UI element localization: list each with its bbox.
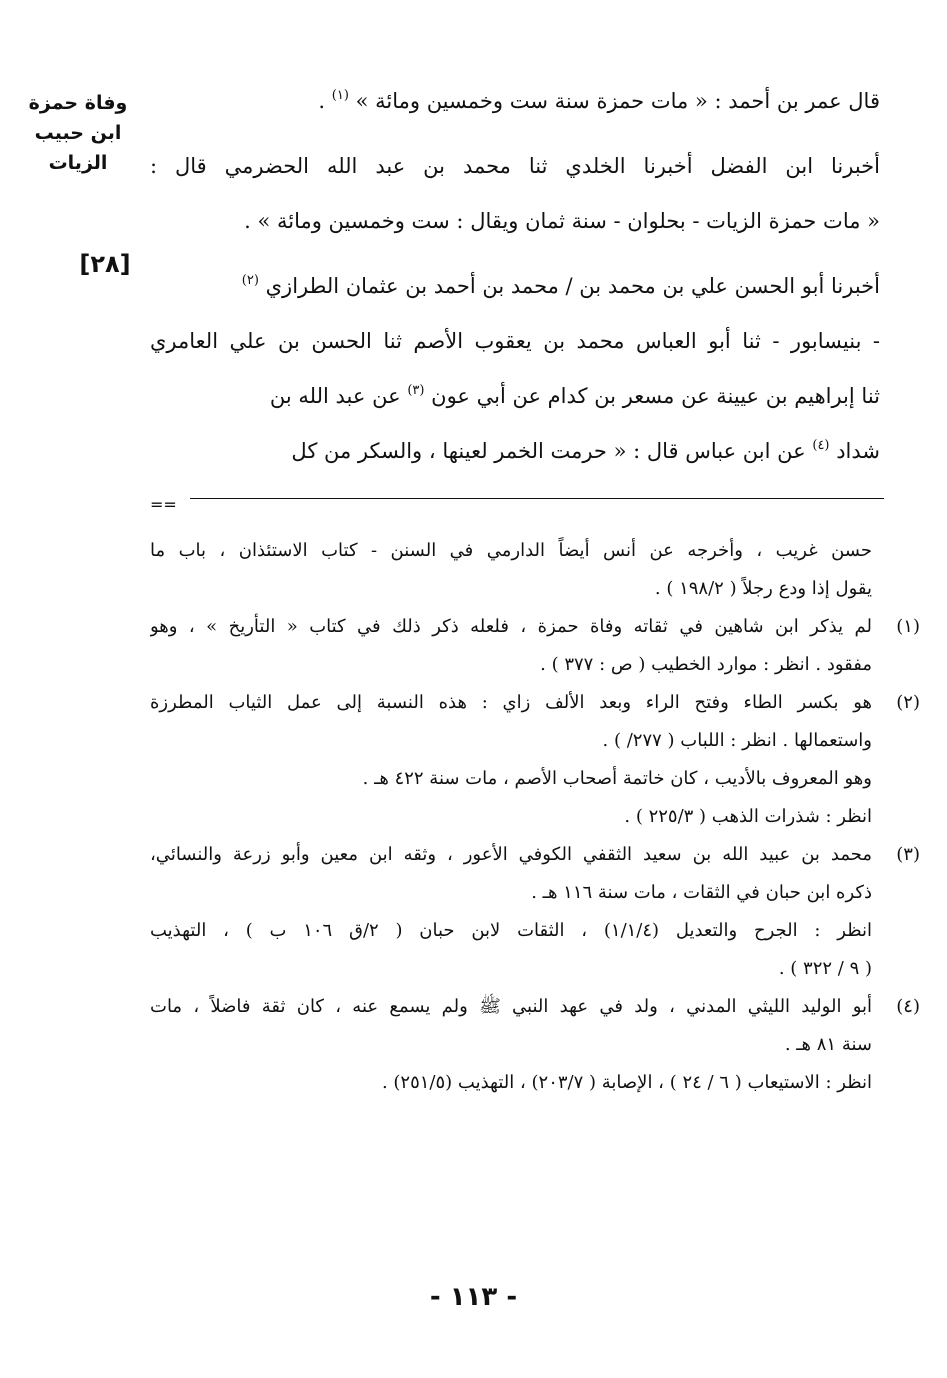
- main-line-text: أخبرنا أبو الحسن علي بن محمد بن / محمد بن أحمد بن عثمان الطرازي: [265, 274, 880, 298]
- main-text: [150, 74, 880, 479]
- footnote: [150, 988, 920, 1102]
- footnote-line: أبو الوليد الليثي المدني ، ولد في عهد النبي ﷺ ولم يسمع عنه ، كان ثقة فاضلاً ، مات: [150, 996, 872, 1017]
- main-line: [150, 369, 880, 424]
- main-line-text: شداد: [836, 439, 880, 463]
- main-line: [150, 74, 880, 129]
- margin-heading-line: وفاة حمزة: [28, 92, 128, 114]
- footnote-line: واستعمالها . انظر : اللباب ( ٢٧٧/ ) .: [602, 730, 872, 751]
- main-line-text: عن ابن عباس قال : « حرمت الخمر لعينها ، والسكر من كل: [291, 439, 806, 463]
- main-line-text: عن عبد الله بن: [269, 384, 401, 408]
- footnote: [150, 684, 920, 836]
- main-line: [150, 259, 880, 314]
- footnote-number: (٢): [896, 692, 920, 713]
- footnote-line: محمد بن عبيد الله بن سعيد الثقفي الكوفي الأعور ، وثقه ابن معين وأبو زرعة والنسائي،: [150, 844, 872, 865]
- footnote-line: هو بكسر الطاء وفتح الراء وبعد الألف زاي : هذه النسبة إلى عمل الثياب المطرزة: [150, 692, 872, 713]
- footnote-line: انظر : شذرات الذهب ( ٢٢٥/٣ ) .: [624, 806, 872, 827]
- footnote-ref: (١): [331, 88, 349, 103]
- footnote-line: حسن غريب ، وأخرجه عن أنس أيضاً الدارمي في السنن - كتاب الاستئذان ، باب ما: [150, 540, 872, 561]
- footnote-line: وهو المعروف بالأديب ، كان خاتمة أصحاب الأصم ، مات سنة ٤٢٢ هـ .: [362, 768, 872, 789]
- reference-marker: [٢٨]: [79, 250, 131, 278]
- margin-heading-line: الزيات: [48, 152, 108, 174]
- footnote-line: سنة ٨١ هـ .: [784, 1034, 872, 1055]
- footnote-line: يقول إذا ودع رجلاً ( ١٩٨/٢ ) .: [654, 578, 872, 599]
- main-line: - بنيسابور - ثنا أبو العباس محمد بن يعقوب الأصم ثنا الحسن بن علي العامري: [150, 329, 880, 353]
- page-number: - ١١٣ -: [429, 1282, 518, 1312]
- footnote-number: (١): [896, 616, 920, 637]
- footnote: [150, 836, 920, 988]
- main-line-text: ثنا إبراهيم بن عيينة عن مسعر بن كدام عن أبي عون: [431, 384, 880, 408]
- main-line-text: قال عمر بن أحمد : « مات حمزة سنة ست وخمسين ومائة »: [355, 89, 880, 113]
- footnote-ref: (٤): [812, 438, 830, 453]
- footnote-continuation: [150, 532, 920, 608]
- margin-heading-line: ابن حبيب: [34, 122, 122, 144]
- footnote-number: (٤): [896, 996, 920, 1017]
- line-end-dot: .: [318, 89, 326, 113]
- footnote-number: (٣): [896, 844, 920, 865]
- footnote-line: لم يذكر ابن شاهين في ثقاته وفاة حمزة ، فلعله ذكر ذلك في كتاب « التأريخ » ، وهو: [150, 616, 872, 637]
- footnote-separator: [190, 498, 884, 499]
- footnotes: [150, 532, 920, 1102]
- margin-heading: [18, 88, 138, 178]
- main-line: [150, 424, 880, 479]
- footnote-ref: (٢): [241, 273, 259, 288]
- separator-mark: ==: [150, 495, 177, 514]
- footnote-ref: (٣): [407, 383, 425, 398]
- footnote-line: ذكره ابن حبان في الثقات ، مات سنة ١١٦ هـ .: [531, 882, 872, 903]
- footnote-line: ( ٩ / ٣٢٢ ) .: [778, 958, 872, 979]
- footnote-line: انظر : الاستيعاب ( ٦ / ٢٤ ) ، الإصابة ( ٢٠٣/٧) ، التهذيب (٢٥١/٥) .: [381, 1072, 872, 1093]
- main-line: « مات حمزة الزيات - بحلوان - سنة ثمان ويقال : ست وخمسين ومائة » .: [244, 209, 880, 233]
- main-line: أخبرنا ابن الفضل أخبرنا الخلدي ثنا محمد بن عبد الله الحضرمي قال :: [150, 154, 880, 178]
- footnote-line: انظر : الجرح والتعديل (١/١/٤) ، الثقات لابن حبان ( ٢/ق ١٠٦ ب ) ، التهذيب: [150, 920, 872, 941]
- footnote-line: مفقود . انظر : موارد الخطيب ( ص : ٣٧٧ ) .: [540, 654, 872, 675]
- footnote: [150, 608, 920, 684]
